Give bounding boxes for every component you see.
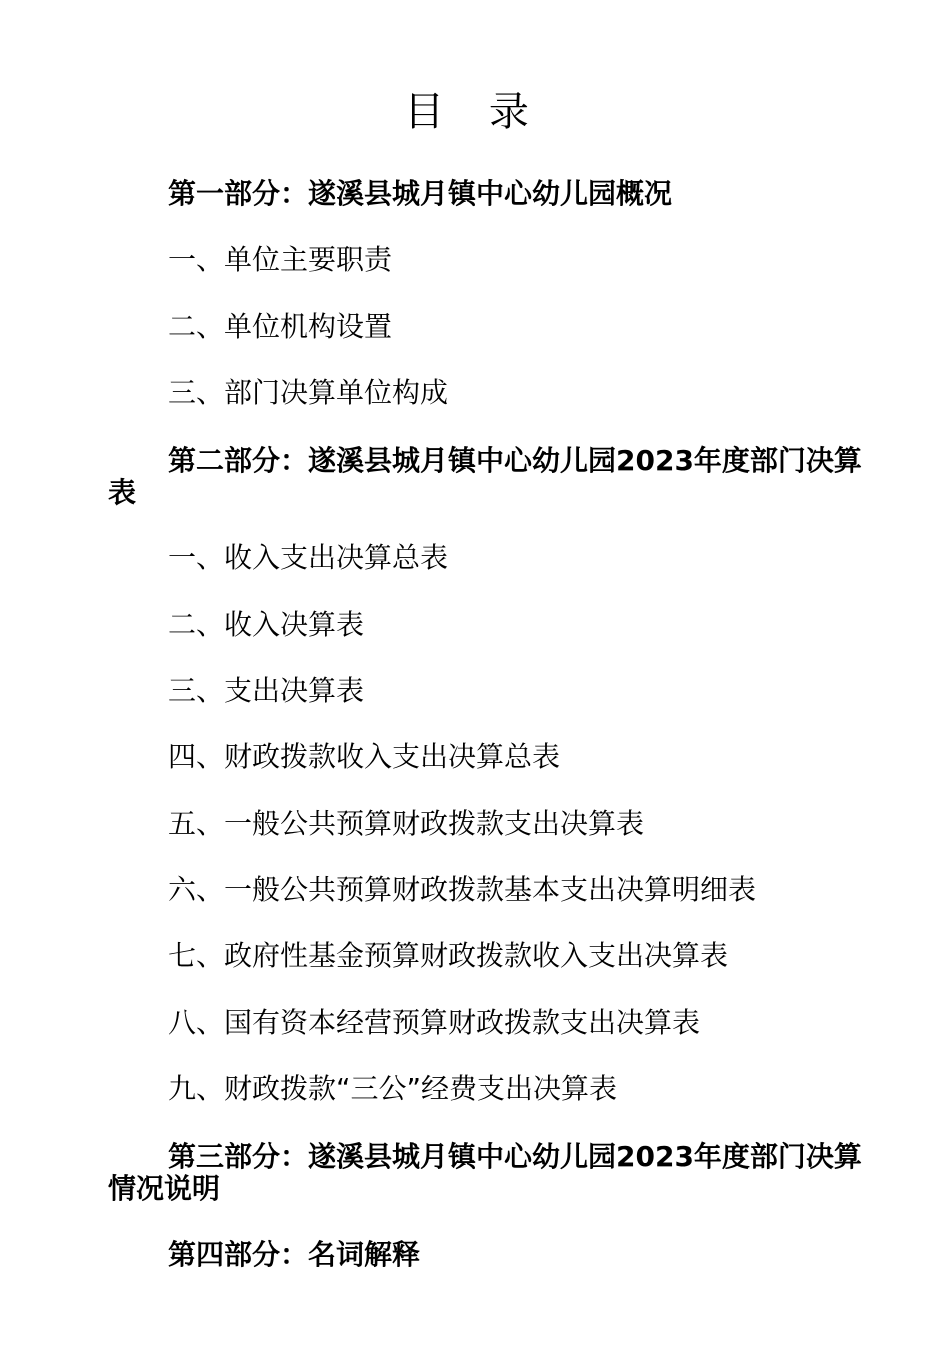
toc-item-2-1: 一、收入支出决算总表 (168, 541, 449, 574)
toc-item-1-2: 二、单位机构设置 (168, 310, 393, 343)
page-title: 目 录 (404, 89, 545, 135)
toc-part-3: 第三部分：遂溪县城月镇中心幼儿园2023年度部门决算情况说明 (108, 1140, 862, 1205)
toc-part-4: 第四部分：名词解释 (168, 1238, 421, 1271)
toc-item-1-1: 一、单位主要职责 (168, 243, 393, 276)
toc-item-2-8: 八、国有资本经营预算财政拨款支出决算表 (168, 1006, 701, 1039)
toc-item-2-2: 二、收入决算表 (168, 608, 365, 641)
toc-item-2-6: 六、一般公共预算财政拨款基本支出决算明细表 (168, 873, 757, 906)
toc-item-2-9: 九、财政拨款“三公”经费支出决算表 (168, 1072, 618, 1105)
toc-item-2-4: 四、财政拨款收入支出决算总表 (168, 740, 561, 773)
toc-part-1: 第一部分：遂溪县城月镇中心幼儿园概况 (168, 177, 673, 210)
toc-item-2-7: 七、政府性基金预算财政拨款收入支出决算表 (168, 939, 729, 972)
toc-part-2: 第二部分：遂溪县城月镇中心幼儿园2023年度部门决算表 (108, 444, 862, 509)
toc-item-1-3: 三、部门决算单位构成 (168, 376, 449, 409)
toc-item-2-5: 五、一般公共预算财政拨款支出决算表 (168, 807, 645, 840)
toc-item-2-3: 三、支出决算表 (168, 674, 365, 707)
